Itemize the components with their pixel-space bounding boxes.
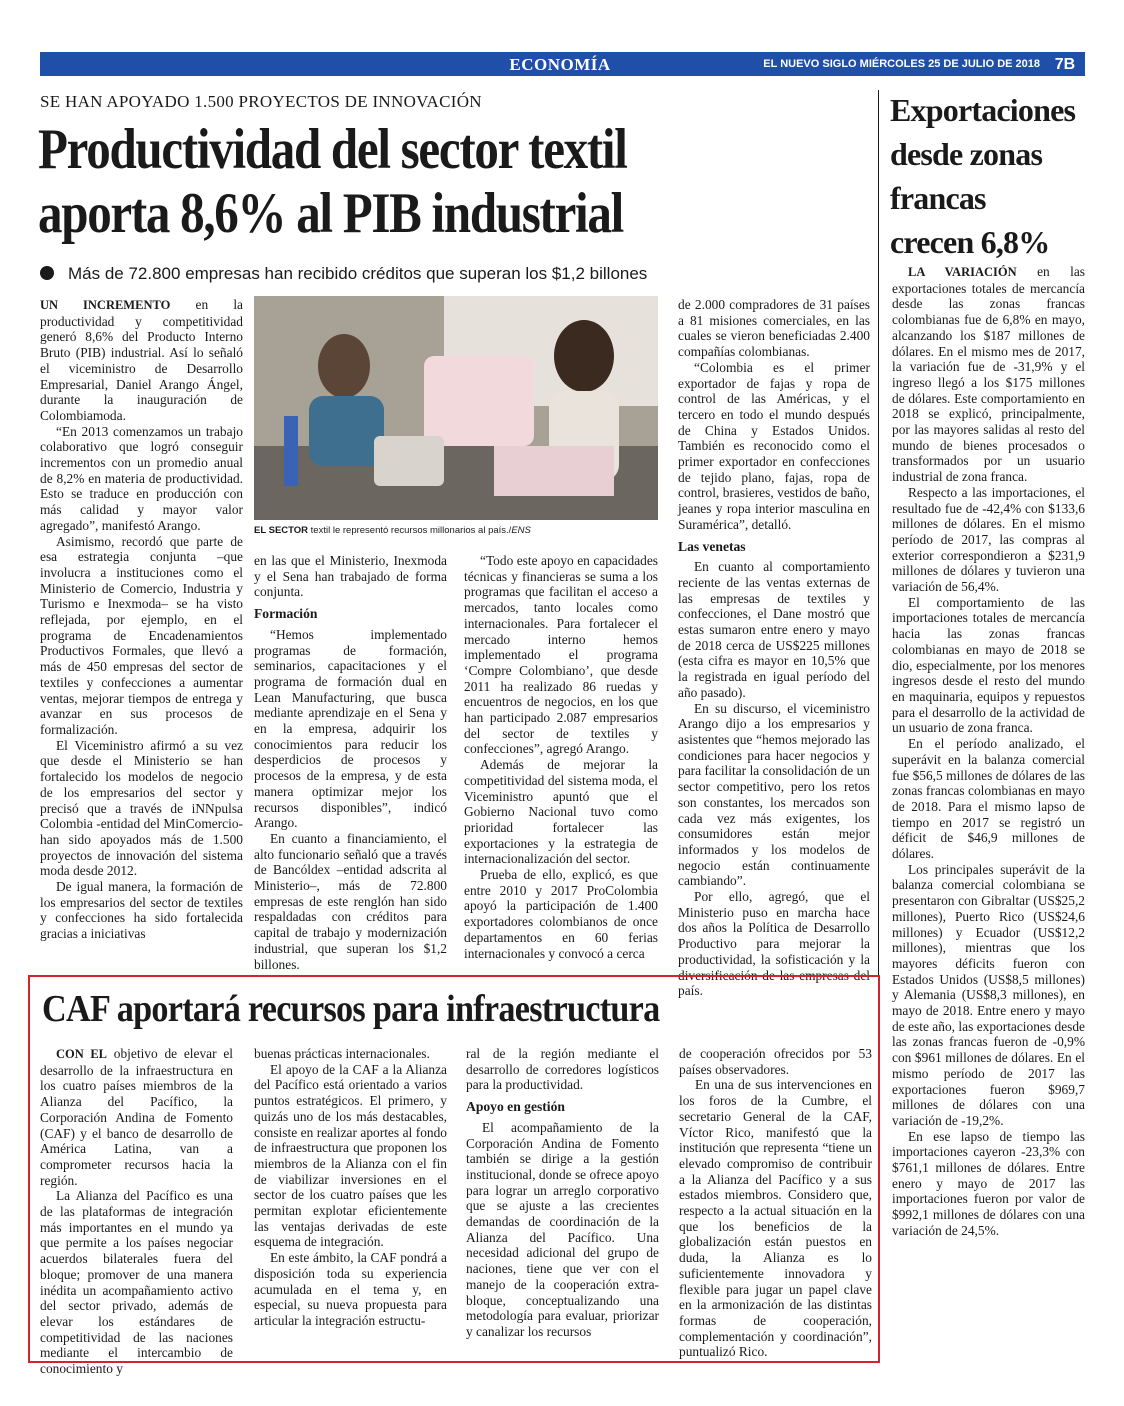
caf-col1-p1 [40, 1046, 233, 1188]
photo-caption-text: textil le representó recursos millonarios al país./ [308, 525, 512, 536]
main-col4-p1: de 2.000 compradores de 31 países a 81 misiones comerciales, en las cuales se vieron beneficiadas 2.400 compañías colombianas. [678, 297, 870, 360]
main-col4-p5: Por ello, agregó, que el Ministerio puso en marcha hace dos años la Política de Desarrollo Productivo para mejorar la productividad, la sofisticación y la diversificación de las empresas del país. [678, 889, 870, 999]
main-headline-line2: aporta 8,6% al PIB industrial [38, 182, 623, 245]
sidebar-p2: Respecto a las importaciones, el resultado fue de -42,4% con $133,6 millones de dólares. En el mismo período de 2017, las compras al exterior correspondieron a $231,9 millones de dólares y tuvieron una variación de 56,4%. [892, 484, 1085, 595]
sidebar-headline [890, 88, 1090, 264]
page-number: 7B [1054, 56, 1076, 73]
sidebar-headline-line2: desde zonas [890, 136, 1043, 172]
main-column-1 [40, 297, 243, 959]
main-subhead-venetas: Las venetas [678, 538, 746, 554]
caf-subhead-apoyo: Apoyo en gestión [466, 1099, 565, 1115]
sidebar-headline-line3: francas [890, 180, 986, 216]
main-col1-p2: “En 2013 comenzamos un trabajo colaborativo que logró conseguir incrementos con un promedio anual de 8,2% en materia de productividad. Esto se traduce en producción con más calidad y mayor valor agregado”, manifestó Arango. [40, 423, 243, 533]
sidebar-p6: En ese lapso de tiempo las importaciones cayeron -23,3% con $761,1 millones de dólares. Entre enero y mayo de 2017 las importaciones fueron por valor de $992,1 millones de dólares con una variación de 24,5%. [892, 1128, 1085, 1238]
main-col1-p5: De igual manera, la formación de los empresarios del sector de textiles y confecciones ha sido fortalecida gracias a iniciativas [40, 879, 243, 942]
caf-col1-p1-text: objetivo de elevar el desarrollo de la infraestructura en los cuatro países miembros de la Alianza del Pacífico, la Corporación Andina de Fomento (CAF) y el banco de desarrollo de América Latina, van a comprometer recursos hacia la región. [40, 1046, 233, 1188]
main-col1-p1-text: en la productividad y competitividad generó 8,6% del Producto Interno Bruto (PIB) industrial. Así lo señaló el viceministro de Desarrollo Empresarial, Daniel Arango Ángel, durante la inauguración de Colombiamoda. [40, 297, 243, 423]
sidebar-headline-line4: crecen 6,8% [890, 224, 1050, 260]
main-col4-p2: “Colombia es el primer exportador de fajas y ropa de control de las Américas, y el tercero en todo el mundo después de China y Estados Unidos. También es reconocido como el primer exportador en confecciones de tejido plano, fajas, ropa de control, brasieres, vestidos de baño, jeanes y ropa interior masculina en Suramérica”, detalló. [678, 359, 870, 532]
caf-col3-p1: ral de la región mediante el desarrollo de corredores logísticos para la productividad. [466, 1046, 659, 1093]
main-col3-p1: “Todo este apoyo en capacidades técnicas y financieras se suma a los programas que facilitan el acceso a mercados, tanto locales como internacionales. Para fortalecer el mercado interno hemos implementado el programa ‘Compre Colombiano’, que desde 2011 ha realizado 86 ruedas y encuentros de negocios, en los que han participado 2.087 empresarios del sector de textiles y confecciones”, agregó Arango. [464, 553, 658, 757]
caf-column-3 [466, 1046, 659, 1354]
main-deck-text: Más de 72.800 empresas han recibido créditos que superan los $1,2 billones [68, 264, 648, 283]
main-column-2 [254, 553, 447, 972]
masthead-date: EL NUEVO SIGLO MIÉRCOLES 25 DE JULIO DE 2018 [763, 58, 1040, 70]
sidebar-p5: Los principales superávit de la balanza comercial colombiana se presentaron con Gibraltar (US$25,2 millones), Puerto Rico (US$24,6 millones) y Ecuador (US$12,2 millones), mientras que los mayores déficits fueron con Estados Unidos (US$8,5 millones) y Alemania (US$8,3 millones), en mayo de 2018. Entre enero y mayo de este año, las exportaciones desde las zonas francas fueron de -0,9% con $961 millones de dólares. En el mismo período de 2017 las exportaciones fueron $969,7 millones de dólares con una variación de -19,2%. [892, 861, 1085, 1128]
caf-col4-p1: de cooperación ofrecidos por 53 países observadores. [679, 1046, 872, 1077]
main-col4-p4: En su discurso, el viceministro Arango dijo a los empresarios y asistentes que “hemos mejorado las condiciones para hacer negocios y para facilitar la consolidación de un sector competitivo, pero los retos son constantes, los mercados son cada vez más exigentes, los consumidores están mejor informados y los modelos de negocio están continuamente cambiando”. [678, 700, 870, 889]
sidebar-p4: En el período analizado, el superávit en la balanza comercial fue $56,5 millones de dólares de las zonas francas colombianas en mayo de 2018. Para el mismo lapso de tiempo en 2017 se registró un déficit de $46,9 millones de dólares. [892, 736, 1085, 862]
sidebar-p3: El comportamiento de las importaciones totales de mercancía hacia las zonas francas colombianas en mayo de 2018 se dio, especialmente, por los menores ingresos desde el resto del mundo en maquinaria, equipos y repuestos para el desarrollo de la actividad de un usuario de zona franca. [892, 594, 1085, 736]
main-col2-p1: en las que el Ministerio, Inexmoda y el Sena han trabajado de forma conjunta. [254, 553, 447, 600]
sidebar-p1 [892, 264, 1085, 485]
sewing-photo-image [254, 296, 658, 520]
caf-lead: CON EL [56, 1047, 108, 1061]
caf-column-4 [679, 1046, 872, 1360]
main-col3-p2: Además de mejorar la competitividad del sistema moda, el Viceministro apuntó que el Gobierno Nacional tuvo como prioridad fortalecer las exportaciones y la estrategia de internacionalización del sector. [464, 757, 658, 867]
main-col2-p2: “Hemos implementado programas de formación, seminarios, capacitaciones y el programa de formación dual en Lean Manufacturing, que busca mediante aprendizaje en el Sena y en la empresa, adquirir los conocimientos para reducir los desperdicios de procesos y procesos de la empresa, y de esta manera optimizar mejor los recursos disponibles”, indicó Arango. [254, 626, 447, 831]
sewing-photo [254, 296, 658, 520]
main-lead: UN INCREMENTO [40, 298, 171, 312]
caf-col4-p2: En una de sus intervenciones en los foros de la Cumbre, el secretario General de la CAF, Víctor Rico, manifestó que la institución que representa “tiene un elevado compromiso de contribuir a la Alianza del Pacífico y a sus estados miembros. Considero que, respecto a la actual situación en la que los beneficios de la globalización están puestos en duda, la Alianza es lo suficientemente innovadora y flexible para jugar un papel clave en la armonización de las distintas formas de cooperación, complementación y coordinación”, puntualizó Rico. [679, 1077, 872, 1360]
main-deck [40, 264, 880, 284]
photo-caption [254, 525, 658, 536]
caf-column-2 [254, 1046, 447, 1354]
sidebar-p1-text: en las exportaciones totales de mercancía desde las zonas francas colombianas fue de 6,8% en mayo, alcanzando los $187 millones de dólares. En el mismo mes de 2017, la variación fue de -31,9% y el ingreso llegó a los $175 millones de dólares. Este comportamiento en 2018 se explicó, principalmente, por las mayores salidas al resto del mundo de bienes procesados o transformados por un usuario industrial de zona franca. [892, 264, 1086, 485]
caf-col2-p3: En este ámbito, la CAF pondrá a disposición toda su experiencia acumulada en el tema y, en especial, su nueva propuesta para articular la integración estructu- [254, 1250, 447, 1328]
caf-col2-p1: buenas prácticas internacionales. [254, 1046, 430, 1061]
main-col1-p3: Asimismo, recordó que parte de esa estrategia conjunta –que involucra a instituciones como el Ministerio de Comercio, Industria y Turismo e Inexmoda– se ha visto reflejada, por ejemplo, en el programa de Encadenamientos Productivos Formales, que llevó a más de 450 empresas del sector de textiles y confecciones a aumentar ventas, mejorar tiempos de entrega y avanzar en sus procesos de formalización. [40, 533, 243, 737]
main-col2-p3: En cuanto a financiamiento, el alto funcionario señaló que a través de Bancóldex –entidad adscrita al Ministerio–, más de 72.800 empresas de este renglón han sido respaldadas con créditos para capital de trabajo y modernización industrial, que superan los $1,2 billones. [254, 830, 447, 972]
photo-caption-lead: EL SECTOR [254, 525, 309, 536]
section-name: ECONOMÍA [509, 55, 611, 74]
caf-col2-p2: El apoyo de la CAF a la Alianza del Pacífico está orientado a varios puntos estratégicos. El primero, y quizás uno de los más destacables, consiste en realizar aportes al fondo de infraestructura que proponen los miembros de la Alianza con el fin de viabilizar inversiones en el sector de los cuatro países que les permitan explotar eficientemente las ventajas derivadas de este esquema de integración. [254, 1061, 447, 1250]
sidebar-headline-line1: Exportaciones [890, 92, 1076, 128]
caf-column-1 [40, 1046, 233, 1377]
photo-credit: ENS [511, 525, 531, 536]
sidebar-body [892, 264, 1085, 1356]
main-col4-p3: En cuanto al comportamiento reciente de las ventas externas de las empresas de textiles y confecciones, el Dane mostró que estas sumaron entre enero y mayo de 2018 cerca de US$225 millones (esta cifra es mayor en 10,5% que la registrada en igual período del año pasado). [678, 559, 870, 700]
main-col1-p4: El Viceministro afirmó a su vez que desde el Ministerio se han fortalecido los modelos de negocio de los empresarios del sector y precisó que a través de iNNpulsa Colombia -entidad del MinComercio- han sido apoyados más de 1.500 proyectos de innovación del sistema moda desde 2012. [40, 737, 243, 879]
caf-col3-p2: El acompañamiento de la Corporación Andina de Fomento también se dirige a la gestión institucional, donde se ofrece apoyo para lograr un arreglo corporativo que se ajuste a las crecientes demandas de coordinación de la Alianza del Pacífico. Una necesidad adicional del grupo de naciones, tiene que ver con el manejo de la cooperación extra-bloque, conceptualizando una metodología para evaluar, priorizar y canalizar los recursos [466, 1119, 659, 1339]
caf-col1-p2: La Alianza del Pacífico es una de las plataformas de integración más importantes en el mundo ya que permite a los países negociar acuerdos bilaterales fuera del bloque; promover de una manera inédita un acompañamiento activo del sector privado, además de elevar los estándares de competitividad de las naciones mediante el intercambio de conocimiento y [40, 1188, 233, 1377]
main-column-4 [678, 297, 870, 999]
main-col1-p1 [40, 297, 243, 424]
sidebar-lead: LA VARIACIÓN [908, 265, 1017, 279]
main-col3-p3: Prueba de ello, explicó, es que entre 2010 y 2017 ProColombia apoyó la participación de 1.400 exportadores colombianos de once departamentos en 60 ferias internacionales y convocó a cerca [464, 867, 658, 961]
bullet-icon [40, 266, 54, 280]
main-column-3 [464, 553, 658, 963]
main-headline [38, 118, 752, 246]
main-subhead-formacion: Formación [254, 606, 318, 622]
main-headline-line1: Productividad del sector textil [38, 118, 627, 181]
caf-headline: CAF aportará recursos para infraestructura [42, 988, 660, 1030]
main-kicker: SE HAN APOYADO 1.500 PROYECTOS DE INNOVACIÓN [40, 92, 482, 111]
